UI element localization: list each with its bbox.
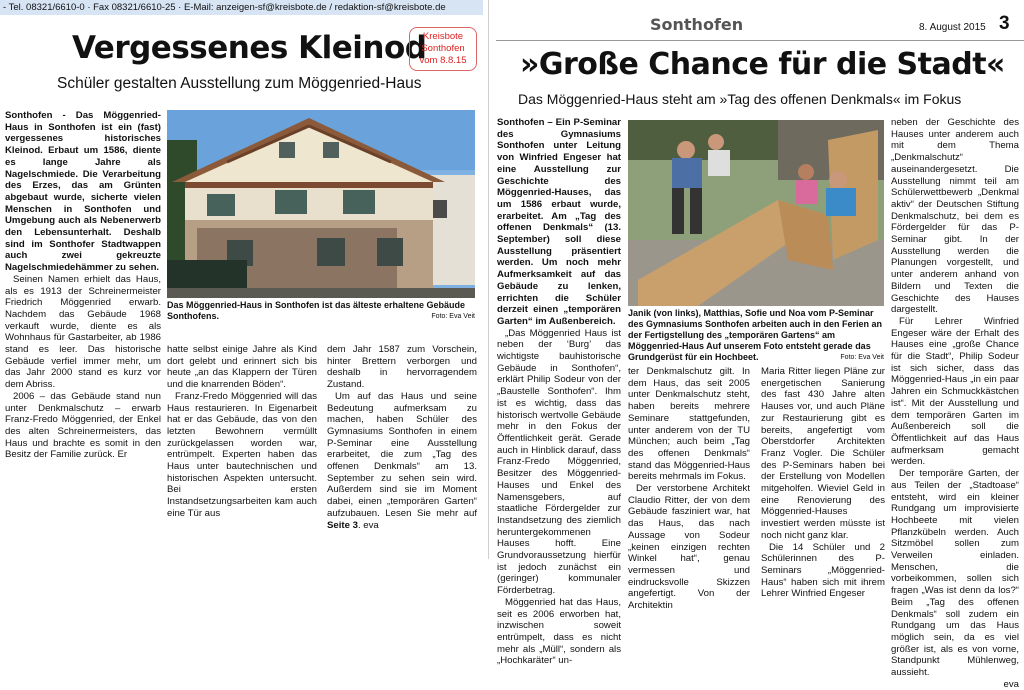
caption-text: Das Möggenried-Haus in Sonthofen ist das älteste erhaltene Gebäude Sonthofens. <box>167 300 466 321</box>
section-name: Sonthofen <box>650 15 744 34</box>
body-paragraph <box>327 391 477 531</box>
body-paragraph: Der verstorbene Architekt Claudio Ritter, der von dem Gebäude fasziniert war, hat das Haus, das nach Aussage von Sodeur „keinen einzigen rechten Winkel hat“, genau vermessen und eindrucksvolle Skizzen angefertigt. Von der Architektin <box>628 483 750 612</box>
right-column-3 <box>761 366 885 600</box>
page-reference: Seite 3 <box>327 519 358 531</box>
right-headline: »Große Chance für die Stadt« <box>520 47 1005 82</box>
body-paragraph: „Das Möggenried Haus ist neben der ‘Burg’ das wichtigste bauhistorische Gebäude in Sonthofen“, erklärt Philip Sodeur von der „Baustelle Sonthofen“. Ihm ist es wichtig, dass das historisch wertvolle Gebäude mehr in den Fokus der Öffentlichkeit gerät. Gerade auch in Hinblick darauf, dass Franz-Fredo Möggenried, Besitzer des Möggenried-Hauses und Enkel des Namensgebers, auf staatliche Fördergelder zur Instandsetzung des ziemlich heruntergekommenen Hauses hofft. Eine Grundvoraussetzung hierfür ist jedoch zunächst ein (geringer) kommunaler Förderbetrag. <box>497 327 621 597</box>
body-paragraph: Seinen Namen erhielt das Haus, als es 1913 der Schreinermeister Friedrich Möggenried erwarb. Nachdem das Gebäude 1968 verkauft wurde, diente es als Wohnhaus für Gastarbeiter, ab 1986 stand es leer. Das historische Gebäude verfiel immer mehr, um das Jahr 2000 stand es kurz vor dem Abriss. <box>5 273 161 391</box>
body-paragraph: Die 14 Schüler und 2 Schülerinnen des P-Seminars „Möggenried-Haus“ haben sich mit ihrem Lehrer Winfried Engeser <box>761 541 885 600</box>
house-photo <box>167 110 475 298</box>
body-text: Um auf das Haus und seine Bedeutung aufmerksam zu machen, haben Schüler des Gymnasiums Sonthofen in einem P-Seminar eine Ausstellung erarbeitet, die zum „Tag des offenen Denkmals“ am 13. September zu sehen sein wird. Außerdem sind sie im Moment dabei, einen „temporären Garten“ aufzubauen. Lesen Sie mehr auf <box>327 390 477 519</box>
header-rule <box>496 40 1024 41</box>
house-illustration <box>167 110 475 298</box>
left-headline: Vergessenes Kleinod <box>72 30 427 66</box>
body-paragraph: Der temporäre Garten, der aus Teilen der „Stadtoase“ entsteht, wird ein kleiner Rundgang um improvisierte Hochbeete mit vielen Pflanzkübeln werden. Auch Sitzmöbel sollen zum Verweilen einladen. Menschen, die vorbeikommen, sollen sich fragen „Was ist denn da los?“ Beim „Tag des offenen Denkmals“ soll zudem ein Rundgang um das Haus möglich sein, da es viel größer ist, als es von vorne, Standpunkt Mühlenweg, aussieht. <box>891 468 1019 679</box>
page-divider <box>488 0 489 559</box>
body-paragraph: dem Jahr 1587 zum Vorschein, hinter Brettern verborgen und deshalb in hervorragendem Zustand. <box>327 344 477 391</box>
right-subheadline: Das Möggenried-Haus steht am »Tag des offenen Denkmals« im Fokus <box>518 91 962 107</box>
left-column-3 <box>327 344 477 559</box>
contact-bar: - Tel. 08321/6610-0 · Fax 08321/6610-25 · E-Mail: anzeigen-sf@kreisbote.de / redaktion-sf@kreisbote.de <box>0 0 483 15</box>
house-photo-caption <box>167 300 475 326</box>
photo-credit: Foto: Eva Veit <box>840 354 884 361</box>
caption-text: Janik (von links), Matthias, Sofie und Noa vom P-Seminar des Gymnasiums Sonthofen arbeiten auch in den Ferien an der Fertigstellung des „temporären Gartens“ am Möggenried-Haus Auf unserem Foto entsteht gerade das Grundgerüst für ein Hochbeet. <box>628 308 883 362</box>
body-paragraph: Möggenried hat das Haus, seit es 2006 erworben hat, inzwischen soweit entrümpelt, dass es nicht mehr als „Müll“, sondern als „Hochkaräter“ un- <box>497 596 621 667</box>
students-photo <box>628 120 884 306</box>
right-column-1 <box>497 117 621 667</box>
source-stamp <box>409 27 477 71</box>
stamp-line: Kreisbote <box>422 31 464 42</box>
body-paragraph: Franz-Fredo Möggenried will das Haus restaurieren. In Eigenarbeit hat er das Gebäude, das von den letzten Bewohnern vermüllt zurückgelassen worden war, entrümpelt. Experten haben das Haus unter bautechnischen und historischen Aspekten untersucht. Bei ersten Instandsetzungsarbeiten kam auch eine Tür aus <box>167 390 317 519</box>
body-paragraph: Maria Ritter liegen Pläne zur energetischen Sanierung des fast 430 Jahre alten Hauses vor, und auch Pläne zur Restaurierung gibt es bereits, angefertigt vom Oberstdorfer Architekten Franz Vogler. Die Schüler des P-Seminars haben bei der Erstellung von Modellen mitgeholfen. Wieviel Geld in eine Renovierung des Möggenried-Hauses investiert werden müsste ist noch nicht ganz klar. <box>761 366 885 541</box>
stamp-line: Sonthofen <box>421 43 465 54</box>
students-photo-caption <box>628 308 884 362</box>
intro-paragraph <box>5 110 161 274</box>
photo-credit: Foto: Eva Veit <box>431 313 475 320</box>
issue-date: 8. August 2015 <box>919 22 986 33</box>
right-column-2 <box>628 366 750 612</box>
body-paragraph: Für Lehrer Winfried Engeser wäre der Erhalt des Hauses eine „große Chance für die Stadt“, Philip Sodeur ist sich sicher, dass das Möggenried-Haus „in ein paar Jahren ein Schmuckkästchen ist“. Mit der Ausstellung und dem temporären Garten im Außenbereich soll die Öffentlichkeit auf das Haus aufmerksam gemacht werden. <box>891 315 1019 468</box>
author-sign: . eva <box>357 519 379 531</box>
intro-paragraph: Sonthofen – Ein P-Seminar des Gymnasiums Sonthofen unter Leitung von Winfried Engeser hat eine Ausstellung zur Geschichte des Möggenried-Hauses, das um 1586 erbaut wurde, erarbeitet. Am „Tag des offenen Denkmals“ (13. September) soll diese Ausstellung präsentiert werden. Um noch mehr Aufmerksamkeit auf das Gebäude zu lenken, errichten die Schüler derzeit einen „temporären Garten“ im Außenbereich. <box>497 117 621 327</box>
body-paragraph: ter Denkmalschutz gilt. In dem Haus, das seit 2005 unter Denkmalschutz steht, haben bereits mehrere Seminare stattgefunden, unter anderem von der TU München; auch beim „Tag des offenen Denkmals“ stand das Möggenried-Haus bereits mehrmals im Fokus. <box>628 366 750 483</box>
intro-text: - Das Möggenried-Haus in Sonthofen ist ein (fast) vergessenes historisches Kleinod. Erbaut um 1586, diente es lange Jahre als Nagelschmiede. Die Verarbeitung des Erzes, das am Grünten abgebaut wurde, sicherte vielen Menschen in Sonthofen und Umgebung auch als Nebenerwerb den Lebensunterhalt. Deshalb sind im Sonthofer Stadtwappen auch zwei gekreuzte Nagelschmiedehämmer zu sehen. <box>5 110 161 274</box>
left-column-1 <box>5 110 161 559</box>
body-paragraph: hatte selbst einige Jahre als Kind dort gelebt und erinnert sich bis heute „an das Klappern der Türen und die knarrenden Böden“. <box>167 344 317 391</box>
author-sign: eva <box>1003 678 1019 690</box>
left-column-2 <box>167 344 317 559</box>
dateline: Sonthofen <box>5 110 53 121</box>
left-subheadline: Schüler gestalten Ausstellung zum Möggenried-Haus <box>57 75 422 92</box>
body-paragraph: 2006 – das Gebäude stand nun unter Denkmalschutz – erwarb Franz-Fredo Möggenried, der Enkel des alten Schreinermeisters, das Haus und brachte es somit in den Besitz der Familie zurück. Er <box>5 390 161 461</box>
body-paragraph: neben der Geschichte des Hauses unter anderem auch mit dem Thema „Denkmalschutz“ auseinandergesetzt. Die Ausstellung nimmt teil am Schülerwettbewerb „Denkmal aktiv“ der Deutschen Stiftung Denkmalschutz, bei dem es Fördergelder für das P-Seminar gibt. In der Ausstellung werden die Planungen vorgestellt, und unter anderem anhand von Bildern und Texten die Geschichte des Hauses dargestellt. <box>891 117 1019 316</box>
stamp-line: vom 8.8.15 <box>419 55 467 66</box>
students-illustration <box>628 120 884 306</box>
page-number: 3 <box>999 13 1010 34</box>
right-column-4 <box>891 117 1019 690</box>
